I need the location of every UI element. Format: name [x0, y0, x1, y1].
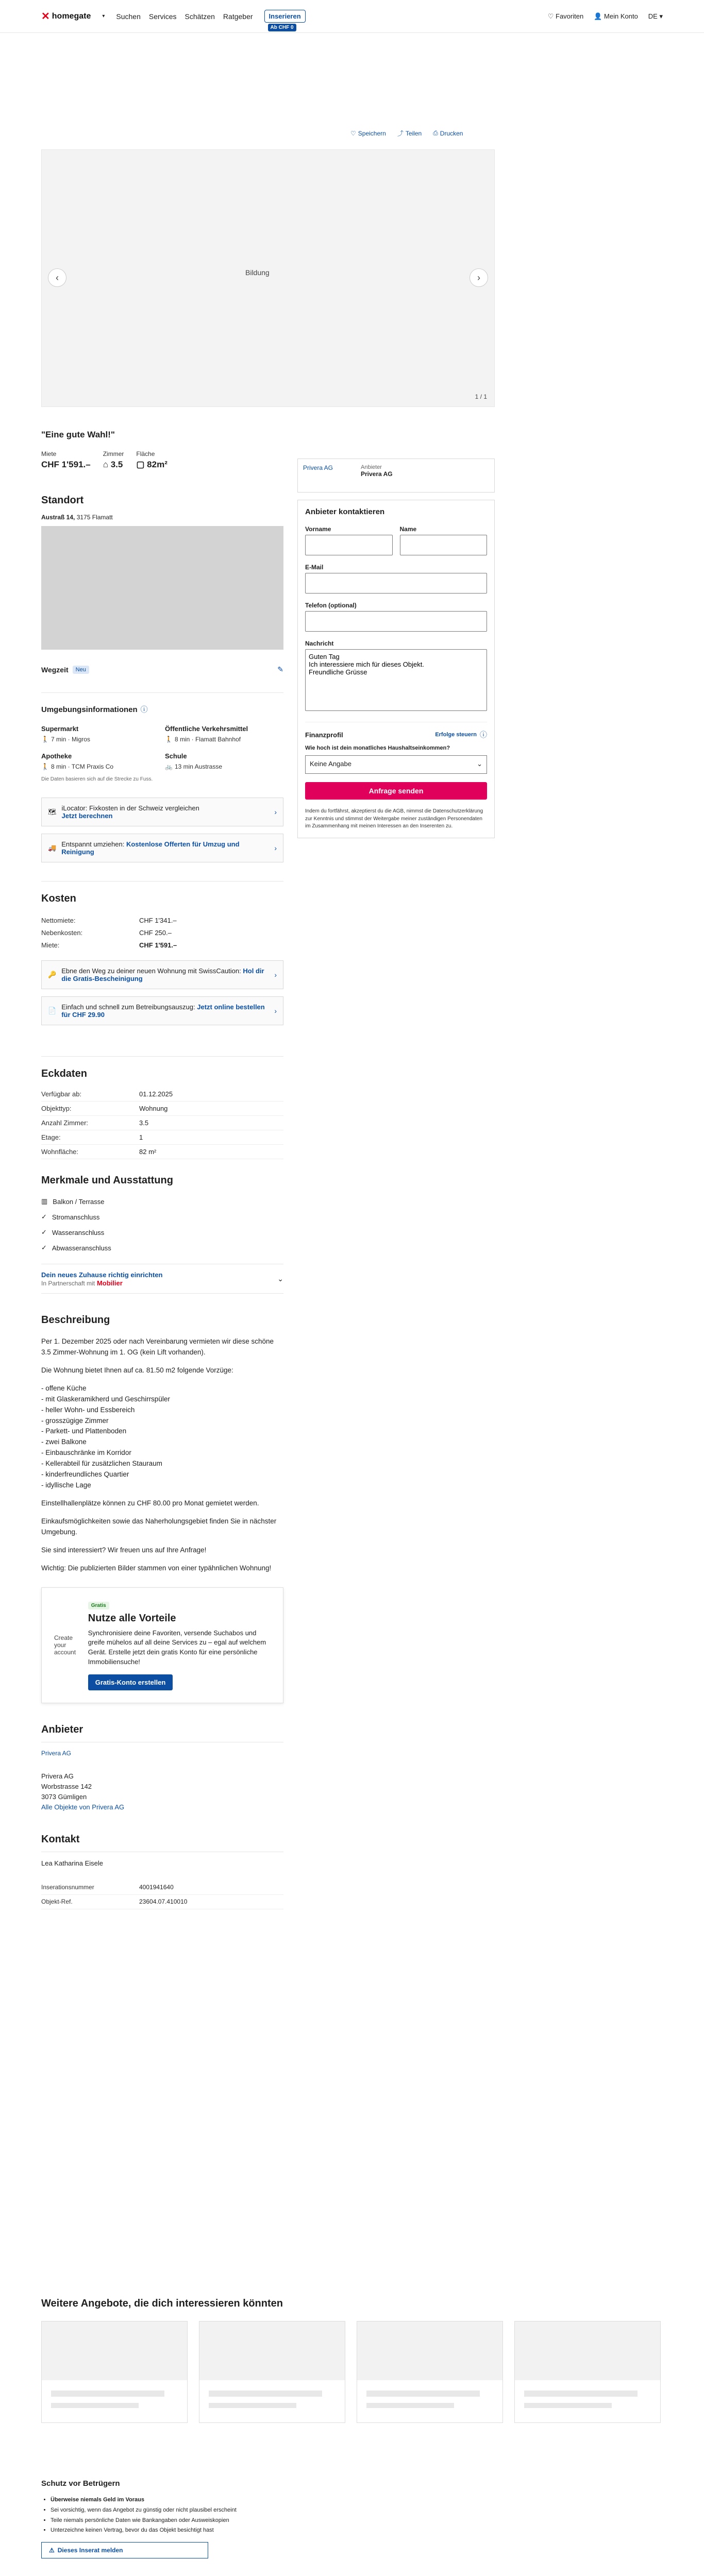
user-icon: 👤	[594, 12, 602, 20]
contact-form-title: Anbieter kontaktieren	[305, 507, 385, 516]
heart-icon: ♡	[547, 12, 554, 20]
poi-grid	[41, 725, 283, 770]
listing-title: "Eine gute Wahl!"	[41, 430, 115, 439]
income-select[interactable]: Keine Angabe ⌄	[305, 755, 487, 774]
map-icon: 🗺	[48, 808, 57, 816]
print-icon: ⎙	[433, 129, 438, 137]
keydata-row: Verfügbar ab: 01.12.2025	[41, 1087, 283, 1101]
offer-card-placeholder[interactable]	[514, 2321, 661, 2423]
ilocator-promo[interactable]: 🗺 iLocator: Fixkosten in der Schweiz vergleichen Jetzt berechnen ›	[41, 798, 283, 826]
description-list: - offene Küche - mit Glaskeramikherd und Geschirrspüler - heller Wohn- und Essbereich - grosszügige Zimmer - Parkett- und Plattenboden - zwei Balkone - Einbauschränke im Korridor - Kellerabteil für zusätzlichen Stauraum - kinderfreundliches Quartier - idyllische Lage	[41, 1384, 170, 1489]
mobilier-logo: Mobilier	[96, 1279, 123, 1287]
new-badge: Neu	[73, 666, 89, 674]
balcony-icon: ▥	[41, 1197, 48, 1205]
chevron-down-icon: ⌄	[277, 1274, 283, 1283]
gallery-next-button[interactable]: ›	[470, 268, 488, 287]
surroundings-heading: Umgebungsinformationen	[41, 705, 138, 714]
insert-button[interactable]: Inserieren Ab CHF 0	[264, 10, 306, 23]
keydata-table	[41, 1087, 283, 1159]
email-input[interactable]	[305, 573, 487, 594]
provider-heading: Anbieter	[41, 1723, 83, 1735]
homegate-logo[interactable]: ✕ homegate	[41, 11, 91, 22]
chevron-right-icon: ›	[274, 808, 277, 816]
poi-school: Schule 🚲 13 min Austrasse	[165, 752, 222, 770]
document-icon: 📄	[48, 1007, 57, 1014]
keydata-row: Wohnfläche: 82 m²	[41, 1145, 283, 1159]
features-heading: Merkmale und Ausstattung	[41, 1175, 173, 1186]
report-listing-button[interactable]: ⚠ Dieses Inserat melden	[41, 2542, 208, 2558]
area-icon: ▢	[136, 460, 145, 469]
contact-info-section	[41, 1834, 283, 1909]
keydata-section	[41, 1056, 283, 1159]
feature-item: ▥ Balkon / Terrasse	[41, 1197, 105, 1206]
more-offers-heading: Weitere Angebote, die dich interessieren könnten	[41, 2298, 283, 2309]
poi-transport: Öffentliche Verkehrsmittel 🚶 8 min · Flamatt Bahnhof	[165, 725, 248, 743]
door-icon: ⌂	[103, 460, 108, 469]
location-heading: Standort	[41, 495, 84, 506]
swisscaution-promo[interactable]: 🔑 Ebne den Weg zu deiner neuen Wohnung mit SwissCaution: Hol dir die Gratis-Bescheinigung ›	[41, 960, 283, 989]
first-name-input[interactable]	[305, 535, 393, 555]
rent-label: Miete	[41, 450, 57, 457]
surroundings-section	[41, 692, 283, 862]
send-request-button[interactable]: Anfrage senden	[305, 782, 487, 800]
nav-suchen[interactable]: Suchen	[116, 12, 141, 21]
account-promo-card	[41, 1587, 283, 1703]
key-facts	[41, 450, 283, 470]
features-section	[41, 1175, 283, 1294]
chevron-down-icon: ⌄	[477, 760, 482, 768]
fraud-section	[41, 2479, 283, 2558]
print-button[interactable]: ⎙ Drucken	[433, 129, 463, 137]
description-section: Beschreibung Per 1. Dezember 2025 oder nach Vereinbarung vermieten wir diese schöne 3.5 Zimmer-Wohnung im 1. OG (kein Lift vorhanden). Die Wohnung bietet Ihnen auf ca. 81.50 m2 folgende Vorzüge: - offene Küche - mit Glaskeramikherd und Geschirrspüler - heller Wohn- und Essbereich - grosszügige Zimmer - Parkett- und Plattenboden - zwei Balkone - Einbauschränke im Korridor - Kellerabteil für zusätzlichen Stauraum - kinderfreundliches Quartier - idyllische Lage Einstellhallenplätze können zu CHF 80.00 pro Monat gemietet werden. Einkaufsmöglichkeiten sowie das Naherholungsgebiet finden Sie in nächster Umgebung. Sie sind interessiert? Wir freuen uns auf Ihre Anfrage! Wichtig: Die publizierten Bilder stammen von einer typähnlichen Wohnung!	[41, 1314, 283, 1574]
left-column	[41, 430, 283, 1909]
provider-card-logo: Privera AG	[303, 464, 333, 471]
insert-badge: Ab CHF 0	[268, 24, 296, 31]
rooms-value: ⌂ 3.5	[103, 460, 123, 469]
ref-row: Inserationsnummer 4001941640	[41, 1880, 283, 1895]
listing-main	[41, 33, 663, 2576]
share-icon: ⤴	[397, 130, 404, 137]
chevron-right-icon: ›	[274, 844, 277, 852]
language-select[interactable]: DE ▾	[648, 12, 663, 20]
keydata-row: Etage: 1	[41, 1130, 283, 1145]
furnish-accordion[interactable]: Dein neues Zuhause richtig einrichten In Partnerschaft mit Mobilier ⌄	[41, 1264, 283, 1294]
contact-form: Anbieter kontaktieren Vorname Name E-Mail Telefon (optional) Nachricht Guten Tag Ich interessiere mich für dieses Objekt. Freundliche Grüsse Finanzprofil Erfolge steuern ⓘ Wie hoch ist dein monatliches Haushaltseinkommen? Keine Angabe ⌄ Anfrage senden Indem du fortfährst, akzeptierst du die AGB, nimmst die Datenschutzerklärung zur Kenntnis und stimmst der Weitergabe meiner zuständigen Personendaten im Zusammenhang mit meinen Interessen an den Inserenten zu.	[297, 500, 495, 838]
finance-title: Finanzprofil	[305, 731, 343, 739]
walk-icon: 🚶	[165, 736, 173, 743]
feature-item: ✓ Wasseranschluss	[41, 1228, 105, 1236]
fraud-heading: Schutz vor Betrügern	[41, 2479, 120, 2488]
rent-value: CHF 1'591.–	[41, 460, 91, 469]
key-icon: 🔑	[48, 971, 57, 978]
gallery-prev-button[interactable]: ‹	[48, 268, 66, 287]
info-icon[interactable]: ⓘ	[140, 705, 148, 714]
image-gallery[interactable]	[41, 149, 495, 407]
edit-icon[interactable]: ✎	[277, 665, 283, 673]
rooms-label: Zimmer	[103, 450, 124, 457]
chevron-right-icon: ›	[274, 971, 277, 979]
commute-row[interactable]: Wegzeit Neu ✎	[41, 665, 283, 674]
walk-icon: 🚶	[41, 736, 49, 743]
nav-ratgeber[interactable]: Ratgeber	[223, 12, 253, 21]
poi-pharmacy: Apotheke 🚶 8 min · TCM Praxis Co	[41, 752, 114, 770]
keydata-heading: Eckdaten	[41, 1068, 87, 1079]
chevron-down-icon: ▾	[102, 13, 105, 19]
bike-icon: 🚲	[165, 763, 173, 770]
offer-card-placeholder[interactable]	[41, 2321, 188, 2423]
check-icon: ✓	[41, 1244, 47, 1251]
cost-row: Nettomiete: CHF 1'341.–	[41, 916, 177, 924]
check-icon: ✓	[41, 1213, 47, 1221]
finance-link[interactable]: Erfolge steuern	[435, 732, 477, 738]
gratis-badge: Gratis	[88, 1602, 109, 1609]
account-promo-image: Create your account	[54, 1634, 76, 1656]
legal-text: Indem du fortfährst, akzeptierst du die AGB, nimmst die Datenschutzerklärung zur Kenntnis und stimmst der Weitergabe meiner zuständigen Personendaten im Zusammenhang mit meinen Interessen an den Inserenten zu.	[305, 808, 483, 829]
address: Austraß 14, 3175 Flamatt	[41, 514, 113, 521]
last-name-input[interactable]	[400, 535, 488, 555]
area-label: Fläche	[136, 450, 155, 457]
cost-row: Miete: CHF 1'591.–	[41, 941, 177, 949]
surroundings-note: Die Daten basieren sich auf die Strecke zu Fuss.	[41, 776, 153, 782]
share-button[interactable]: ⤴ Teilen	[397, 129, 422, 137]
promo-text: Synchronisiere deine Favoriten, versende Suchabos und greife mühelos auf all deine Services zu – egal auf welchem Gerät. Erstelle jetzt dein gratis Konto für eine persönliche Immobiliensuche!	[88, 1629, 266, 1666]
provider-all-listings-link[interactable]: Alle Objekte von Privera AG	[41, 1803, 125, 1811]
create-account-button[interactable]: Gratis-Konto erstellen	[88, 1674, 173, 1690]
chevron-right-icon: ›	[274, 1007, 277, 1015]
contact-heading: Kontakt	[41, 1833, 80, 1845]
keydata-row: Anzahl Zimmer: 3.5	[41, 1116, 283, 1130]
provider-card[interactable]: Privera AG Anbieter Privera AG	[297, 459, 495, 493]
check-icon: ✓	[41, 1228, 47, 1236]
ref-row: Objekt-Ref. 23604.07.410010	[41, 1895, 283, 1909]
right-column	[297, 459, 495, 838]
message-textarea[interactable]	[305, 649, 487, 711]
more-offers-section	[41, 2298, 663, 2423]
provider-logo: Privera AG	[41, 1749, 72, 1757]
costs-section	[41, 881, 283, 1025]
poi-supermarket: Supermarkt 🚶 7 min · Migros	[41, 725, 90, 743]
save-button[interactable]: ♡ Speichern	[350, 129, 386, 137]
promo-title: Nutze alle Vorteile	[88, 1612, 176, 1624]
features-list	[41, 1194, 283, 1256]
heart-icon: ♡	[350, 129, 356, 137]
fraud-list: • Überweise niemals Geld im Voraus • Sei vorsichtig, wenn das Angebot zu günstig oder nicht plausibel erscheint • Teile niemals persönliche Daten wie Bankangaben oder Ausweiskopien • Unterzeichne keinen Vertrag, bevor du das Objekt besichtigt hast	[51, 2495, 283, 2536]
warning-icon: ⚠	[49, 2547, 55, 2554]
offer-card-placeholder[interactable]	[199, 2321, 345, 2423]
costs-table	[41, 914, 283, 951]
offer-cards	[41, 2321, 663, 2423]
truck-icon: 🚚	[48, 844, 57, 852]
income-label: Wie hoch ist dein monatliches Haushaltseinkommen?	[305, 745, 450, 751]
feature-item: ✓ Abwasseranschluss	[41, 1244, 111, 1252]
info-icon[interactable]: ⓘ	[480, 731, 487, 739]
location-map[interactable]	[41, 526, 283, 650]
feature-item: ✓ Stromanschluss	[41, 1213, 100, 1221]
favorites-link[interactable]: ♡ Favoriten	[547, 12, 584, 20]
contact-person: Lea Katharina Eisele	[41, 1852, 283, 1867]
main-nav	[116, 12, 253, 21]
provider-section: Anbieter Privera AG Privera AG Worbstrasse 142 3073 Gümligen Alle Objekte von Privera AG	[41, 1724, 283, 1813]
listing-actions	[350, 129, 463, 138]
moving-promo[interactable]: 🚚 Entspannt umziehen: Kostenlose Offerten für Umzug und Reinigung ›	[41, 834, 283, 862]
logo-mark-icon: ✕	[41, 11, 50, 22]
costs-heading: Kosten	[41, 893, 76, 904]
gallery-image-alt: Bildung	[245, 268, 270, 277]
keydata-row: Objekttyp: Wohnung	[41, 1101, 283, 1116]
account-link[interactable]: 👤 Mein Konto	[594, 12, 638, 20]
betreibung-promo[interactable]: 📄 Einfach und schnell zum Betreibungsauszug: Jetzt online bestellen für CHF 29.90 ›	[41, 996, 283, 1025]
cost-row: Nebenkosten: CHF 250.–	[41, 928, 172, 937]
nav-services[interactable]: Services	[148, 12, 177, 21]
description-heading: Beschreibung	[41, 1314, 110, 1326]
offer-card-placeholder[interactable]	[357, 2321, 503, 2423]
phone-input[interactable]	[305, 611, 487, 632]
top-header	[0, 0, 704, 33]
area-value: ▢ 82m²	[136, 460, 167, 469]
nav-schaetzen[interactable]: Schätzen	[185, 12, 215, 21]
gallery-counter: 1 / 1	[475, 393, 487, 400]
walk-icon: 🚶	[41, 763, 49, 770]
